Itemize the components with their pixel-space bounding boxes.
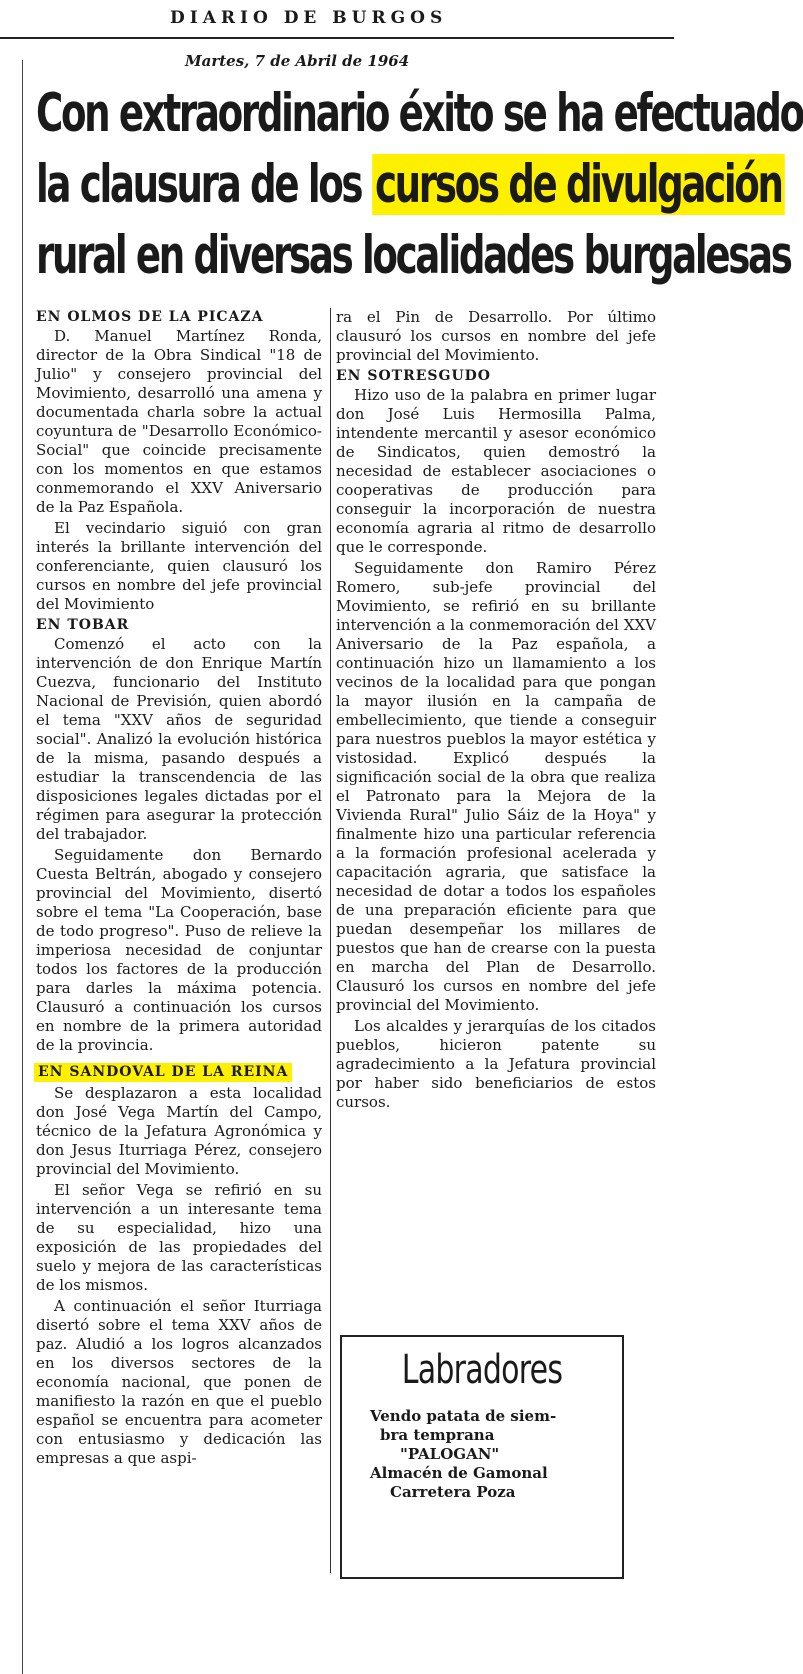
ad-line: Almacén de Gamonal bbox=[370, 1464, 548, 1482]
dateline: Martes, 7 de Abril de 1964 bbox=[185, 52, 410, 70]
paragraph: Comenzó el acto con la intervención de don Enrique Martín Cuezva, funcionario del Instituto Nacional de Previsión, quien abordó el tema "XXV años de seguridad social". Analizó la evolución histórica de la misma, pasando después a estudiar la transcendencia de las disposiciones legales dictadas por el régimen para asegurar la protección del trabajador. bbox=[36, 635, 322, 843]
masthead: DIARIO DE BURGOS bbox=[170, 8, 448, 28]
subhead-sotresgudo: EN SOTRESGUDO bbox=[336, 368, 491, 384]
ad-line: bra temprana bbox=[380, 1426, 495, 1444]
paragraph: Se desplazaron a esta localidad don José Vega Martín del Campo, técnico de la Jefatura Agronómica y don Jesus Iturriaga Pérez, consejero provincial del Movimiento. bbox=[36, 1084, 322, 1178]
classified-ad bbox=[340, 1335, 624, 1579]
subhead-olmos: EN OLMOS DE LA PICAZA bbox=[36, 309, 264, 325]
paragraph: D. Manuel Martínez Ronda, director de la Obra Sindical "18 de Julio" y consejero provincial del Movimiento, desarrolló una amena y documentada charla sobre la actual coyuntura de "Desarrollo Económico-Social" que coincide precisamente con los momentos en que estamos conmemorando el XXV Aniversario de la Paz Española. bbox=[36, 327, 322, 516]
subhead-tobar: EN TOBAR bbox=[36, 617, 130, 633]
headline-line-2-text: la clausura de los bbox=[36, 154, 372, 215]
headline bbox=[36, 78, 803, 291]
headline-line-1: Con extraordinario éxito se ha efectuado bbox=[36, 83, 803, 144]
paragraph: Seguidamente don Ramiro Pérez Romero, sub-jefe provincial del Movimiento, se refirió en su brillante intervención a la conmemoración del XXV Aniversario de la Paz española, a continuación hizo un llamamiento a los vecinos de la localidad para que pongan la mayor ilusión en la campaña de embellecimiento, que tiende a conseguir para nuestros pueblos la mayor estética y vistosidad. Explicó después la significación social de la obra que realiza el Patronato para la Mejora de la Vivienda Rural" Julio Sáiz de la Hoya" y finalmente hizo una particular referencia a la formación profesional acelerada y capacitación agraria, que satisface la necesidad de dotar a todos los españoles de una preparación eficiente para que puedan desempeñar los millares de puestos que han de crearse con la puesta en marcha del Plan de Desarrollo. Clausuró los cursos en nombre del jefe provincial del Movimiento. bbox=[336, 559, 656, 1014]
left-column-rule bbox=[22, 60, 23, 1674]
ad-line: "PALOGAN" bbox=[400, 1445, 500, 1463]
paragraph: Seguidamente don Bernardo Cuesta Beltrán, abogado y consejero provincial del Movimiento, disertó sobre el tema "La Cooperación, base de todo progreso". Puso de relieve la imperiosa necesidad de conjuntar todos los factores de la producción para darles la máxima potencia. Clausuró a continuación los cursos en nombre de la primera autoridad de la provincia. bbox=[36, 846, 322, 1054]
left-column bbox=[36, 308, 322, 1470]
paragraph: A continuación el señor Iturriaga disertó sobre el tema XXV años de paz. Aludió a los logros alcanzados en los diversos sectores de la economía nacional, que ponen de manifiesto la razón en que el pueblo español se encuentra para acometer con entusiasmo y dedicación las empresas a que aspi- bbox=[36, 1297, 322, 1467]
column-divider bbox=[330, 308, 331, 1573]
headline-line-2 bbox=[36, 149, 782, 220]
paragraph: El vecindario siguió con gran interés la brillante intervención del conferenciante, quien clausuró los cursos en nombre del jefe provincial del Movimiento bbox=[36, 519, 322, 613]
paragraph: Hizo uso de la palabra en primer lugar don José Luis Hermosilla Palma, intendente mercantil y asesor económico de Sindicatos, quien demostró la necesidad de establecer asociaciones o cooperativas de producción para conseguir la incorporación de nuestra economía agraria al ritmo de desarrollo que le corresponde. bbox=[336, 386, 656, 556]
headline-highlight: cursos de divulgación bbox=[372, 154, 785, 215]
paragraph: ra el Pin de Desarrollo. Por último clausuró los cursos en nombre del jefe provincial del Movimiento. bbox=[336, 308, 656, 364]
masthead-rule bbox=[0, 37, 674, 39]
ad-line: Vendo patata de siem- bbox=[370, 1407, 557, 1425]
ad-body bbox=[342, 1407, 622, 1502]
ad-title: Labradores bbox=[401, 1347, 563, 1393]
paragraph: El señor Vega se refirió en su intervención a un interesante tema de su especialidad, hizo una exposición de las propiedades del suelo y mejora de las características de los mismos. bbox=[36, 1181, 322, 1294]
right-column bbox=[336, 308, 656, 1114]
headline-line-3: rural en diversas localidades burgalesas bbox=[36, 225, 791, 286]
ad-line: Carretera Poza bbox=[390, 1483, 516, 1501]
paragraph: Los alcaldes y jerarquías de los citados pueblos, hicieron patente su agradecimiento a la Jefatura provincial por haber sido beneficiarios de estos cursos. bbox=[336, 1017, 656, 1111]
subhead-sandoval: EN SANDOVAL DE LA REINA bbox=[34, 1063, 292, 1082]
